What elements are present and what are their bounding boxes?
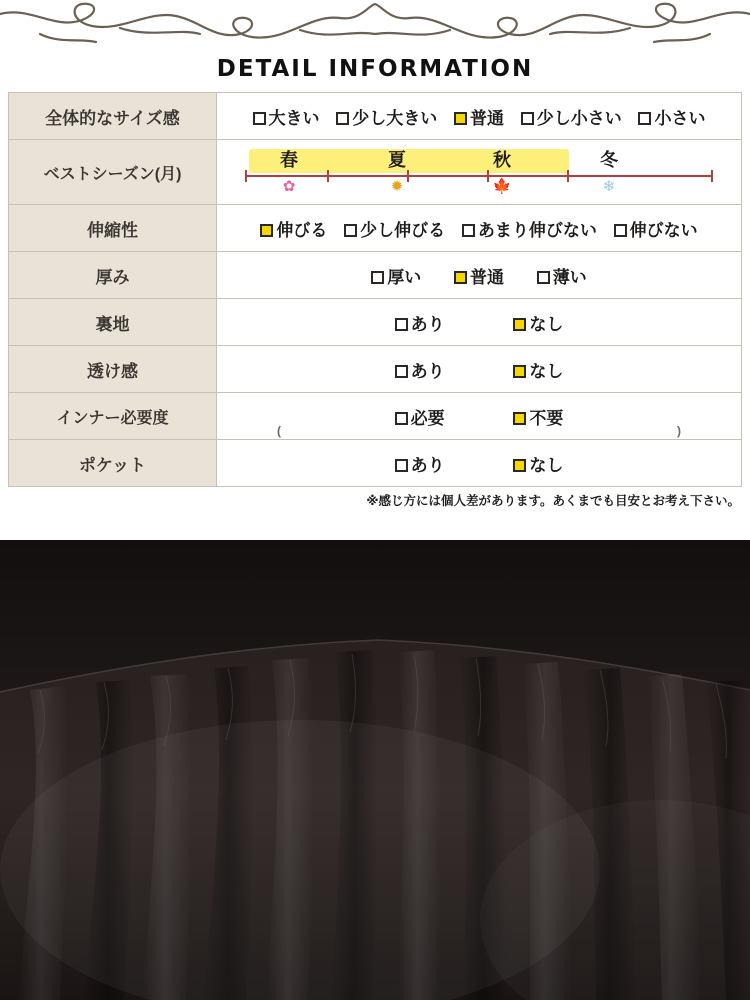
option-inner-0[interactable] [395,404,445,429]
option-size-3[interactable] [521,104,622,129]
option-label: 必要 [410,408,445,428]
checkbox-checked-icon[interactable] [513,318,526,331]
option-size-2[interactable] [454,104,504,129]
row-value-inner [217,393,742,440]
option-label: あり [410,361,445,381]
option-lining-0[interactable] [395,310,445,335]
table-row [9,205,742,252]
checkbox-icon[interactable] [614,224,627,237]
option-lining-1[interactable] [513,310,563,335]
table-row [9,93,742,140]
table-row [9,346,742,393]
checkbox-icon[interactable] [537,271,550,284]
option-size-0[interactable] [253,104,320,129]
option-label: 厚い [387,267,422,287]
option-inner-1[interactable] [513,404,563,429]
option-size-4[interactable] [638,104,705,129]
table-row [9,299,742,346]
season-scale [217,140,741,204]
detail-information-table [8,92,742,487]
option-label: 普通 [470,108,504,128]
row-value-stretch [217,205,742,252]
option-label: なし [529,361,564,381]
option-label: 伸びない [629,220,698,240]
option-stretch-2[interactable] [462,216,597,241]
checkbox-icon[interactable] [521,112,534,125]
season-tick [711,170,713,182]
option-pocket-1[interactable] [513,451,563,476]
checkbox-checked-icon[interactable] [513,412,526,425]
flourish-ornament [0,0,750,52]
checkbox-checked-icon[interactable] [513,365,526,378]
row-value-pocket [217,440,742,487]
season-label-summer: 夏 [388,150,406,170]
option-label: 少し大きい [352,108,438,128]
option-stretch-3[interactable] [614,216,698,241]
option-label: あり [410,455,445,475]
option-label: 薄い [552,267,587,287]
season-label-spring: 春 [280,150,298,170]
row-label-stretch: 伸縮性 [9,205,217,252]
option-sheerness-1[interactable] [513,357,563,382]
paren-left-mark: ( [277,424,281,438]
checkbox-icon[interactable] [371,271,384,284]
option-label: なし [529,314,564,334]
checkbox-checked-icon[interactable] [454,112,467,125]
ornament-band [0,0,750,52]
checkbox-icon[interactable] [395,318,408,331]
option-label: 大きい [268,108,320,128]
season-label-winter: 冬 [600,150,618,170]
snowflake-icon: ❄ [602,178,616,195]
row-label-sheerness: 透け感 [9,346,217,393]
option-stretch-1[interactable] [344,216,445,241]
row-label-pocket: ポケット [9,440,217,487]
checkbox-checked-icon[interactable] [454,271,467,284]
option-size-1[interactable] [336,104,437,129]
season-label-autumn: 秋 [493,150,511,170]
row-value-lining [217,299,742,346]
option-label: 伸びる [276,220,328,240]
cherry-blossom-icon: ✿ [282,178,296,195]
row-label-thickness: 厚み [9,252,217,299]
checkbox-icon[interactable] [344,224,357,237]
paren-right-mark: ) [677,424,681,438]
option-label: 不要 [529,408,564,428]
row-label-inner: インナー必要度 [9,393,217,440]
table-row [9,252,742,299]
table-row [9,140,742,205]
option-label: 普通 [470,267,504,287]
checkbox-checked-icon[interactable] [260,224,273,237]
option-label: 少し小さい [536,108,622,128]
checkbox-icon[interactable] [336,112,349,125]
row-value-season [217,140,742,205]
option-pocket-0[interactable] [395,451,445,476]
black-gathered-skirt-fabric-photo [0,540,750,1000]
row-value-sheerness [217,346,742,393]
disclaimer-note: ※感じ方には個人差があります。あくまでも目安とお考え下さい。 [366,494,740,508]
season-tick [245,170,247,182]
checkbox-icon[interactable] [395,459,408,472]
checkbox-icon[interactable] [253,112,266,125]
season-axis-line [245,175,713,177]
row-label-lining: 裏地 [9,299,217,346]
option-label: 少し伸びる [360,220,446,240]
checkbox-checked-icon[interactable] [513,459,526,472]
sunflower-icon: ✹ [390,178,404,195]
row-value-size [217,93,742,140]
option-label: あり [410,314,445,334]
option-label: あまり伸びない [477,220,597,240]
maple-leaf-icon: 🍁 [492,178,512,195]
option-sheerness-0[interactable] [395,357,445,382]
option-thickness-0[interactable] [371,263,421,288]
table-row [9,393,742,440]
option-stretch-0[interactable] [260,216,327,241]
option-thickness-1[interactable] [454,263,504,288]
checkbox-icon[interactable] [638,112,651,125]
option-label: 小さい [654,108,706,128]
row-label-size: 全体的なサイズ感 [9,93,217,140]
option-label: なし [529,455,564,475]
checkbox-icon[interactable] [462,224,475,237]
product-photo [0,540,750,1000]
row-value-thickness [217,252,742,299]
row-label-season: ベストシーズン(月) [9,140,217,205]
table-row [9,440,742,487]
page-title: DETAIL INFORMATION [216,56,534,82]
option-thickness-2[interactable] [537,263,587,288]
checkbox-icon[interactable] [395,412,408,425]
checkbox-icon[interactable] [395,365,408,378]
